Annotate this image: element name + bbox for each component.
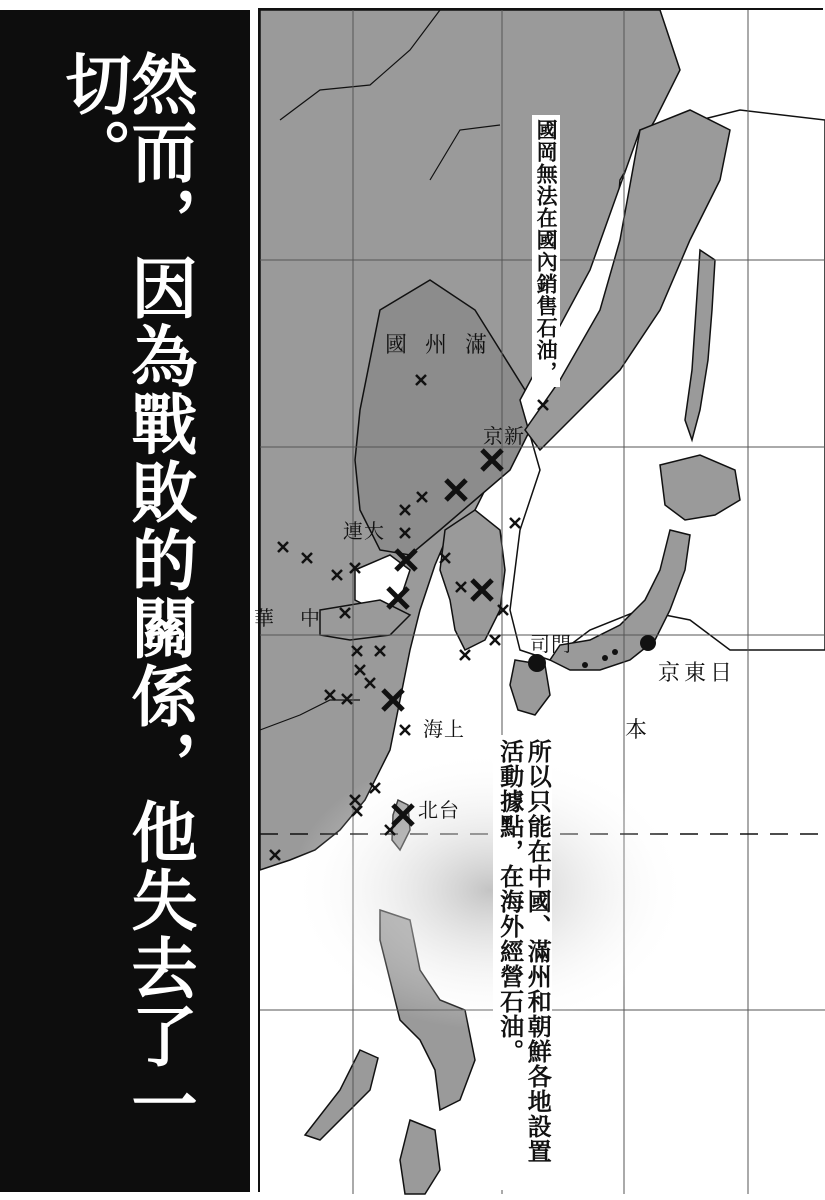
- label-dalian: 連大: [343, 519, 385, 543]
- label-japan: 本: [625, 718, 649, 743]
- label-moji: 司門: [530, 632, 572, 656]
- label-xinjing: 京新: [483, 424, 525, 448]
- banner-text: 然而，因為戰敗的關係，他失去了一切。: [54, 50, 197, 1138]
- screentone: [290, 750, 690, 1030]
- caption-bottom: 所以只能在中國、滿州和朝鮮各地設置活動據點，在海外經營石油。: [493, 735, 552, 1190]
- label-shanghai: 海上: [423, 717, 465, 741]
- label-manchukuo: 國州滿: [385, 333, 506, 358]
- side-banner: [0, 10, 250, 1192]
- label-taipei: 北台: [418, 798, 460, 822]
- label-china-cut: 華: [254, 606, 275, 630]
- label-tokyo: 京東日: [658, 661, 737, 686]
- label-china: 中: [300, 606, 321, 630]
- caption-top: 國岡無法在國內銷售石油，: [532, 115, 560, 387]
- map-panel: [254, 8, 823, 1192]
